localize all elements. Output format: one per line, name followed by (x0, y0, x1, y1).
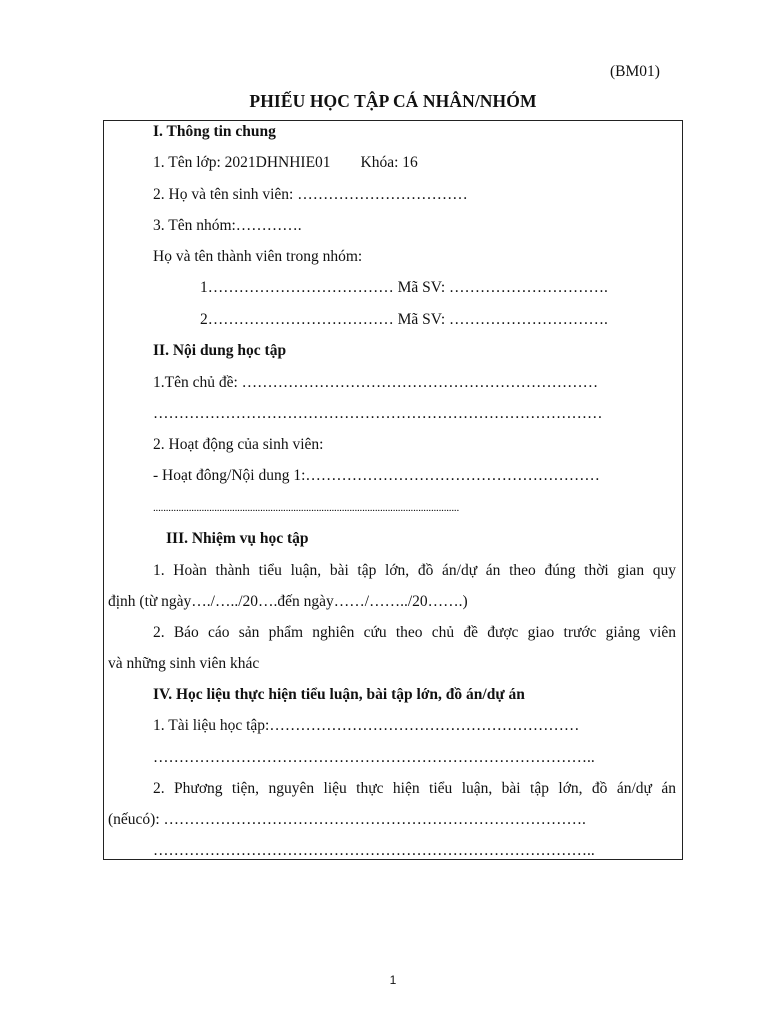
section-3-heading: III. Nhiệm vụ học tập (166, 530, 309, 547)
task-1-line-1: 1. Hoàn thành tiểu luận, bài tập lớn, đồ án/dự án theo đúng thời gian quy (153, 562, 676, 579)
means-line-3: ………………………………………………………………………….. (153, 842, 595, 859)
task-2-line-2: và những sinh viên khác (108, 655, 260, 672)
topic-line-2: …………………………………………………………………………… (153, 405, 603, 422)
form-code: (BM01) (610, 63, 660, 80)
task-2-line-1: 2. Báo cáo sản phẩm nghiên cứu theo chủ đề được giao trước giảng viên (153, 624, 676, 641)
student-name-field: 2. Họ và tên sinh viên: …………………………… (153, 186, 468, 203)
materials-line-1: 1. Tài liệu học tập:…………………………………………………… (153, 717, 580, 734)
means-line-2: (nếucó): ………………………………………………………………………. (108, 811, 586, 828)
topic-line-1: 1.Tên chủ đề: …………………………………………………………… (153, 374, 599, 391)
course-text: Khóa: 16 (360, 154, 418, 171)
member-row-1: 1……………………………… Mã SV: …………………………. (200, 279, 608, 296)
activity-line-2: ........................................................................................................................ (153, 502, 460, 514)
class-name-row (153, 154, 418, 172)
activity-line-1: - Hoạt đông/Nội dung 1:………………………………………………… (153, 467, 600, 484)
members-label: Họ và tên thành viên trong nhóm: (153, 248, 363, 265)
activity-label: 2. Hoạt động của sinh viên: (153, 436, 324, 453)
page-number: 1 (389, 973, 397, 987)
task-1-line-2: định (từ ngày…./…../20….đến ngày……/……../20…….) (108, 593, 468, 610)
class-name-text: 1. Tên lớp: 2021DHNHIE01 (153, 154, 331, 171)
section-4-heading: IV. Học liệu thực hiện tiểu luận, bài tập lớn, đồ án/dự án (153, 686, 525, 703)
materials-line-2: ………………………………………………………………………….. (153, 749, 595, 766)
member-row-2: 2……………………………… Mã SV: …………………………. (200, 311, 608, 328)
group-name-field: 3. Tên nhóm:…………. (153, 217, 302, 234)
section-1-heading: I. Thông tin chung (153, 123, 276, 140)
means-line-1: 2. Phương tiện, nguyên liệu thực hiện tiểu luận, bài tập lớn, đồ án/dự án (153, 780, 676, 797)
section-2-heading: II. Nội dung học tập (153, 342, 287, 359)
document-title: PHIẾU HỌC TẬP CÁ NHÂN/NHÓM (249, 91, 537, 111)
